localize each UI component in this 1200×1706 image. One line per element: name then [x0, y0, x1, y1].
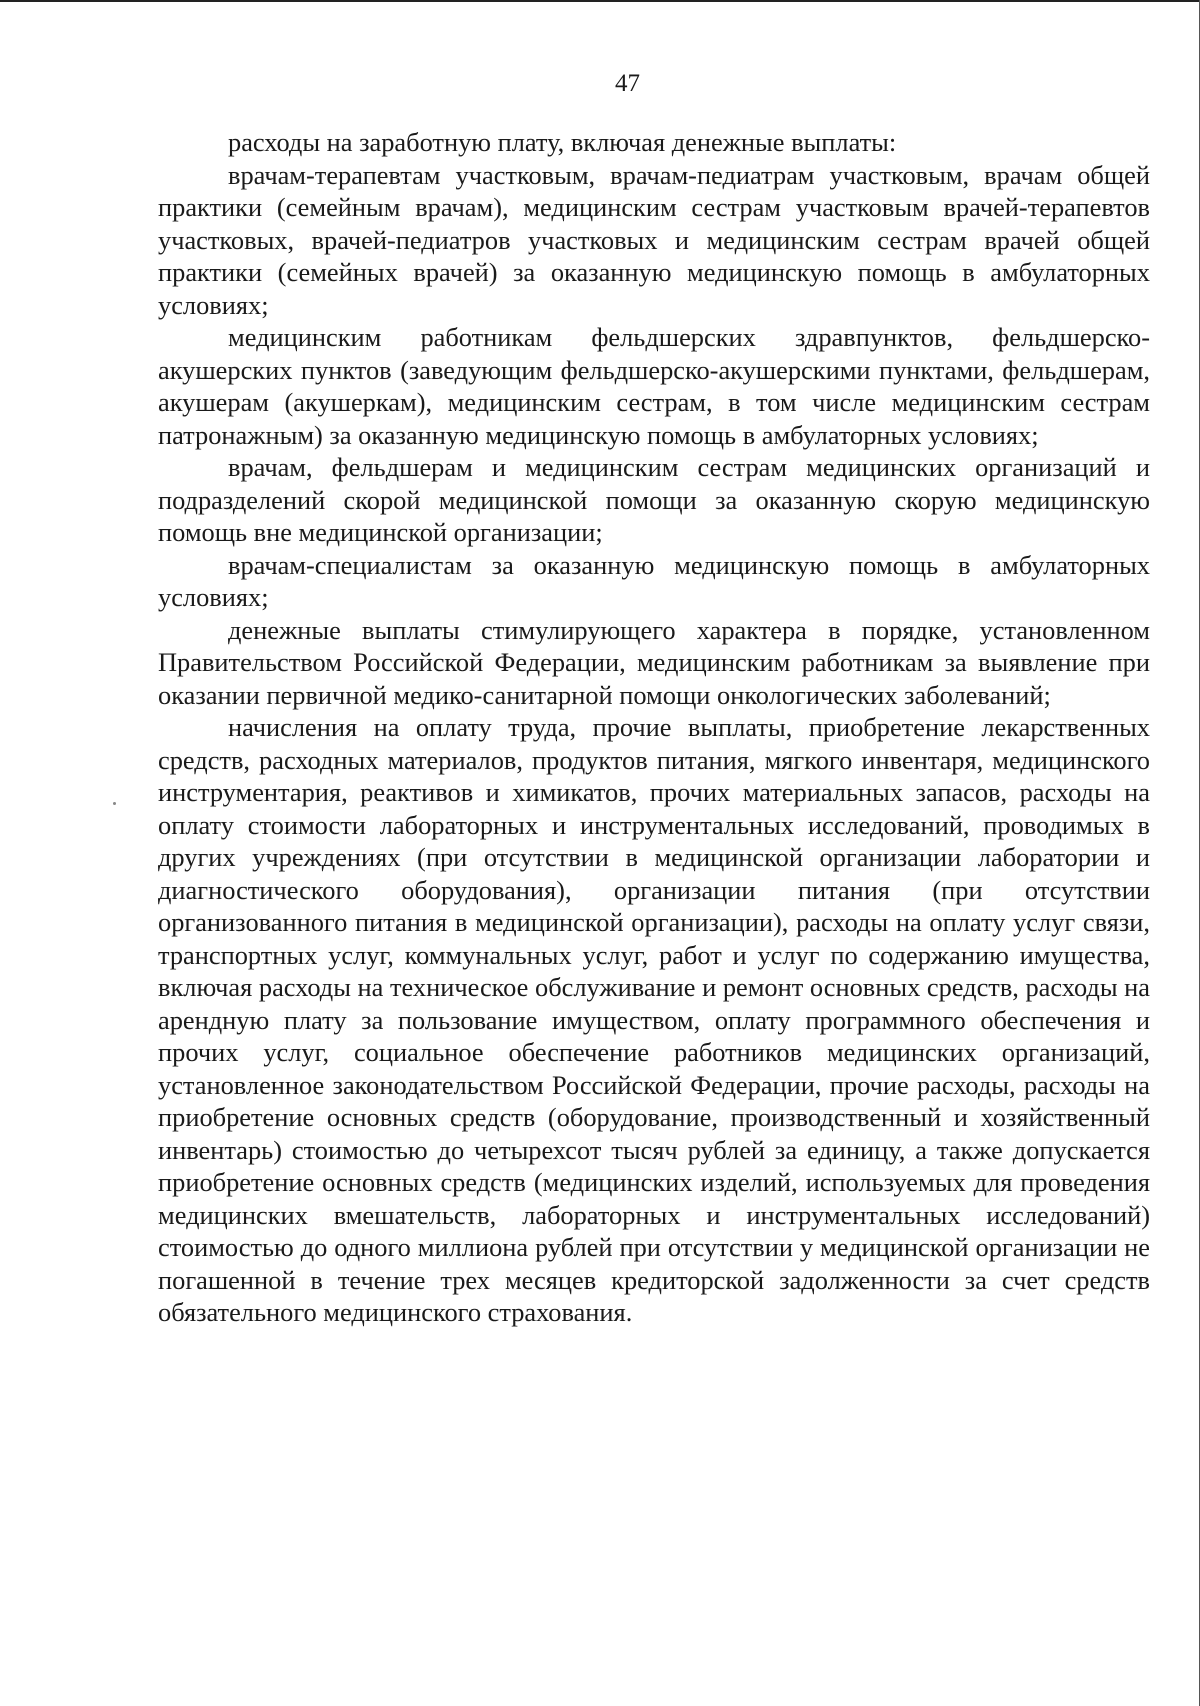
paragraph-feldsher-stations: медицинским работникам фельдшерских здравпунктов, фельдшерско-акушерских пунктов (заведующим фельдшерско-акушерскими пунктами, фельдшерам, акушерам (акушеркам), медицинским сестрам, в том числе медицинским сестрам патронажным) за оказанную медицинскую помощь в амбулаторных условиях;	[158, 322, 1150, 450]
paragraph-district-doctors: врачам-терапевтам участковым, врачам-педиатрам участковым, врачам общей практики (семейным врачам), медицинским сестрам участковым врачей-терапевтов участковых, врачей-педиатров участковых и медицинским сестрам врачей общей практики (семейных врачей) за оказанную медицинскую помощь в амбулаторных условиях;	[158, 159, 1150, 320]
paragraph-emergency-care: врачам, фельдшерам и медицинским сестрам медицинских организаций и подразделений скорой медицинской помощи за оказанную скорую медицинскую помощь вне медицинской организации;	[158, 452, 1150, 547]
scan-top-edge	[0, 0, 1200, 2]
scan-artifact-dot	[113, 802, 116, 805]
paragraph-other-expenses: начисления на оплату труда, прочие выплаты, приобретение лекарственных средств, расходных материалов, продуктов питания, мягкого инвентаря, медицинского инструментария, реактивов и химикатов, прочих материальных запасов, расходы на оплату стоимости лабораторных и инструментальных исследований, проводимых в других учреждениях (при отсутствии в медицинской организации лаборатории и диагностического оборудования), организации питания (при отсутствии организованного питания в медицинской организации), расходы на оплату услуг связи, транспортных услуг, коммунальных услуг, работ и услуг по содержанию имущества, включая расходы на техническое обслуживание и ремонт основных средств, расходы на арендную плату за пользование имуществом, оплату программного обеспечения и прочих услуг, социальное обеспечение работников медицинских организаций, установленное законодательством Российской Федерации, прочие расходы, расходы на приобретение основных средств (оборудование, производственный и хозяйственный инвентарь) стоимостью до четырехсот тысяч рублей за единицу, а также допускается приобретение основных средств (медицинских изделий, используемых для проведения медицинских вмешательств, лабораторных и инструментальных исследований) стоимостью до одного миллиона рублей при отсутствии у медицинской организации не погашенной в течение трех месяцев кредиторской задолженности за счет средств обязательного медицинского страхования.	[158, 712, 1150, 1327]
paragraph-salary-expenses: расходы на заработную плату, включая денежные выплаты:	[228, 127, 897, 157]
paragraph-incentive-payments: денежные выплаты стимулирующего характера в порядке, установленном Правительством Российской Федерации, медицинским работникам за выявление при оказании первичной медико-санитарной помощи онкологических заболеваний;	[158, 614, 1150, 710]
paragraph-specialists: врачам-специалистам за оказанную медицинскую помощь в амбулаторных условиях;	[158, 549, 1150, 612]
document-body	[158, 126, 1150, 1329]
page-number: 47	[615, 70, 640, 97]
